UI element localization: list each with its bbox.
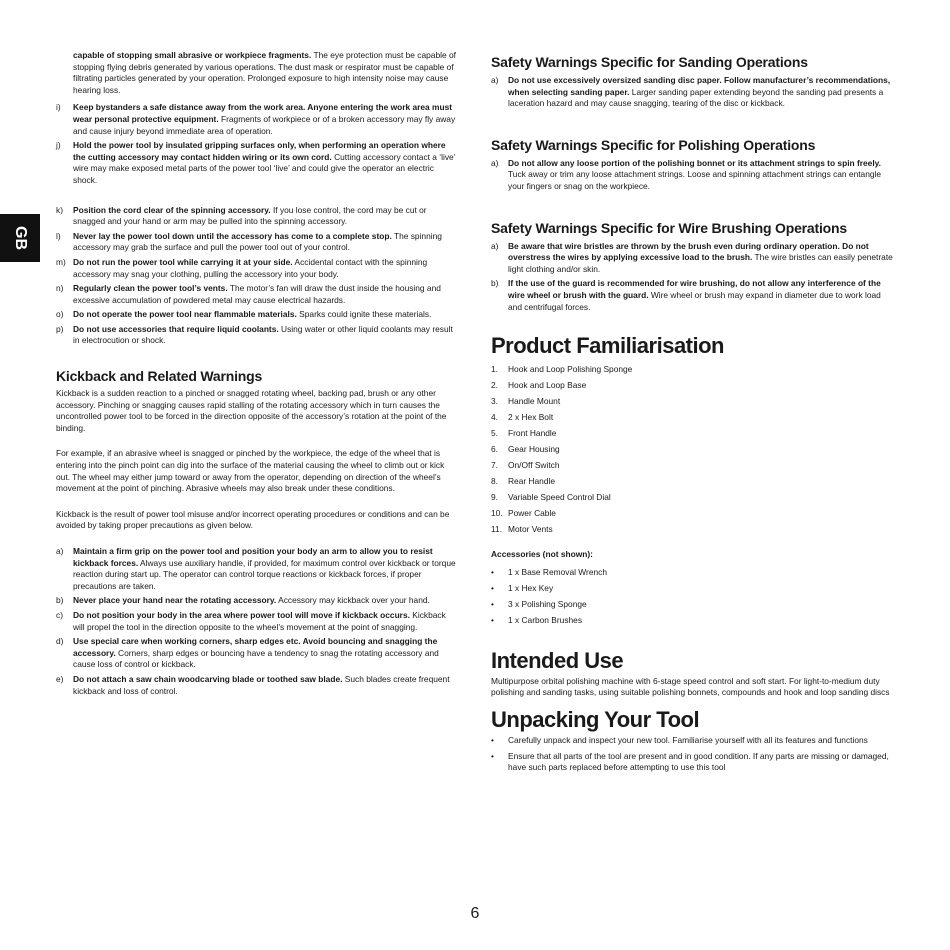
list-item [56,231,456,254]
intro-bold: capable of stopping small abrasive or workpiece fragments. [73,50,312,60]
list-item [491,241,896,276]
item-label: a) [491,75,499,85]
item-text: Kickback will propel the tool in the direction opposite to the wheel’s movement at the point of snagging. [73,609,446,632]
item-label: n) [56,283,64,294]
list-item [491,75,896,110]
list-item [491,158,896,193]
item-bold: Do not position your body in the area where power tool will move if kickback occurs. [73,609,410,620]
warnings-list-b [56,205,456,348]
item-label: m) [56,256,66,267]
item-label: b) [491,278,499,289]
intended-use-heading: Intended Use [491,647,624,673]
unpacking-list [491,735,896,774]
item-text: Accessory may kickback over your hand. [276,595,430,606]
list-item [56,140,456,186]
polishing-heading: Safety Warnings Specific for Polishing Operations [491,136,816,153]
bullet-icon: • [491,734,494,745]
list-item: 2. Hook and Loop Base [491,380,587,391]
bullet-icon: • [491,582,494,593]
item-bold: Do not attach a saw chain woodcarving blade or toothed saw blade. [73,673,343,684]
item-bold: If the use of the guard is recommended for wire brushing, do not allow any interference of the wire wheel or brush with the guard. [508,278,881,300]
list-item [56,636,456,671]
item-text: The spinning accessory may grab the surface and pull the power tool out of your control. [73,230,442,253]
item-bold: Do not run the power tool while carrying it at your side. [73,256,293,267]
right-column [491,50,896,774]
language-tab-label: GB [12,226,29,250]
intro-text: The eye protection must be capable of stopping flying debris generated by various operations. The dust mask or respirator must be capable of filtrating particles generated by your operation. Prolonged exposure to high intensity noise may cause hearing loss. [73,50,456,95]
item-bold: Never place your hand near the rotating accessory. [73,595,277,606]
list-item [56,283,456,306]
kickback-list [56,546,456,697]
accessories-list [491,564,896,628]
item-label: b) [56,595,64,606]
list-item: • Carefully unpack and inspect your new tool. Familiarise yourself with all its features and functions [491,734,868,745]
item-bold: Position the cord clear of the spinning accessory. [73,204,271,215]
wire-brushing-heading: Safety Warnings Specific for Wire Brushing Operations [491,219,847,236]
list-item: 1. Hook and Loop Polishing Sponge [491,364,633,375]
list-item: 3. Handle Mount [491,396,561,407]
item-text: Wire wheel or brush may expand in diameter due to work load and centrifugal forces. [508,289,881,312]
item-label: k) [56,204,63,215]
kickback-paragraph: Kickback is the result of power tool misuse and/or incorrect operating procedures or conditions and can be avoided by taking proper precautions as given below. [56,508,450,531]
item-label: a) [491,157,499,168]
item-label: e) [56,673,64,684]
item-bold: Never lay the power tool down until the accessory has come to a complete stop. [73,230,392,241]
list-item [56,205,456,228]
item-text: Larger sanding paper extending beyond the sanding pad presents a laceration hazard and may cause snagging, tearing of the disc or kickback. [508,86,884,109]
item-bold: Keep bystanders a safe distance away from the work area. Anyone entering the work area must wear personal protective equipment. [73,102,453,124]
bullet-icon: • [491,566,494,577]
list-item: 7. On/Off Switch [491,460,560,471]
item-label: c) [56,609,63,620]
item-bold: Do not operate the power tool near flammable materials. [73,309,297,320]
item-bold: Do not use excessively oversized sanding disc paper. Follow manufacturer’s recommendations, when selecting sanding paper. [508,75,891,97]
item-text: Tuck away or trim any loose attachment strings. Loose and spinning attachment strings can entangle your fingers or snag on the workpiece. [508,169,882,191]
kickback-heading: Kickback and Related Warnings [56,368,263,385]
list-item: 11. Motor Vents [491,524,553,535]
list-item [56,324,456,347]
list-item: • Ensure that all parts of the tool are present and in good condition. If any parts are missing or damaged, have such parts replaced before attempting to use this tool [491,750,889,773]
item-bold: Maintain a firm grip on the power tool and position your body an arm to allow you to resist kickback forces. [73,546,433,568]
list-item: • 1 x Base Removal Wrench [491,564,896,580]
list-item: 10. Power Cable [491,508,556,519]
item-label: d) [56,636,64,647]
warnings-list-a [56,102,456,186]
item-bold: Regularly clean the power tool’s vents. [73,283,228,294]
list-item: • 3 x Polishing Sponge [491,596,896,612]
list-item [56,674,456,697]
item-text: Accidental contact with the spinning accessory may snag your clothing, pulling the accessory into your body. [73,256,428,279]
item-bold: Use special care when working corners, sharp edges etc. Avoid bouncing and snagging the accessory. [73,636,438,658]
item-bold: Be aware that wire bristles are thrown by the brush even during ordinary operation. Do not overstress the wires by applying excessive load to the brush. [508,240,869,263]
list-item: 4. 2 x Hex Bolt [491,412,554,423]
list-item: • 1 x Hex Key [491,580,896,596]
item-label: i) [56,102,61,113]
item-label: j) [56,140,61,151]
product-familiarisation-heading: Product Familiarisation [491,333,724,359]
item-bold: Do not use accessories that require liquid coolants. [73,323,279,334]
list-item [56,595,456,607]
left-column [56,50,456,700]
item-label: a) [491,240,499,251]
kickback-paragraph: For example, if an abrasive wheel is snagged or pinched by the workpiece, the edge of the wheel that is entering into the pinch point can dig into the surface of the material causing the wheel to climb out or kick out. The wheel may either jump toward or away from the operator, depending on direction of the wheel’s movement at the point of pinching. Abrasive wheels may also break under these conditions. [56,448,445,494]
accessories-heading: Accessories (not shown): [491,549,593,560]
bullet-icon: • [491,750,494,761]
item-text: The wire bristles can easily penetrate light clothing and/or skin. [508,252,893,274]
list-item [56,102,456,137]
list-item [56,257,456,280]
unpacking-heading: Unpacking Your Tool [491,706,700,732]
item-label: o) [56,309,64,320]
list-item [56,309,456,321]
item-text: Sparks could ignite these materials. [296,309,432,320]
item-text: Such blades create frequent kickback and loss of control. [73,673,450,696]
item-label: l) [56,230,61,241]
list-item [491,278,896,313]
intended-use-text: Multipurpose orbital polishing machine with 6-stage speed control and soft start. For light-to-medium duty polishing and sanding tasks, using suitable polishing bonnets, compounds and hook and loop sanding discs [491,675,890,698]
item-label: p) [56,323,64,334]
item-text: Fragments of workpiece or of a broken accessory may fly away and cause injury beyond immediate area of operation. [73,113,456,136]
list-item: • 1 x Carbon Brushes [491,612,896,628]
bullet-icon: • [491,614,494,625]
item-bold: Do not allow any loose portion of the polishing bonnet or its attachment strings to spin freely. [508,157,882,168]
item-bold: Hold the power tool by insulated gripping surfaces only, when performing an operation where the cutting accessory may contact hidden wiring or its own cord. [73,140,446,162]
list-item: 6. Gear Housing [491,444,560,455]
sanding-heading: Safety Warnings Specific for Sanding Operations [491,54,808,70]
item-text: If you lose control, the cord may be cut or snagged and your hand or arm may be pulled into the spinning accessory. [73,204,427,227]
list-item: 9. Variable Speed Control Dial [491,492,611,503]
list-item [56,546,456,592]
language-tab [0,214,40,262]
item-text: Cutting accessory contact a ‘live’ wire may make exposed metal parts of the power tool ‘live’ and could give the operator an electric shock. [73,151,456,185]
bullet-icon: • [491,598,494,609]
intro-paragraph [56,50,456,96]
list-item [56,610,456,633]
item-text: The motor’s fan will draw the dust inside the housing and excessive accumulation of powdered metal may cause electrical hazards. [73,283,441,305]
item-text: Corners, sharp edges or bouncing have a tendency to snag the rotating accessory and cause loss of control or kickback. [73,647,439,670]
list-item: 8. Rear Handle [491,476,556,487]
page-number: 6 [470,905,480,922]
item-label: a) [56,546,64,556]
product-parts-list [491,361,896,537]
item-text: Using water or other liquid coolants may result in electrocution or shock. [73,323,453,346]
kickback-paragraph: Kickback is a sudden reaction to a pinched or snagged rotating wheel, backing pad, brush or any other accessory. Pinching or snagging causes rapid stalling of the rotating accessory which in turn causes the uncontrolled power tool to be forced in the direction opposite of the accessory’s rotation at the point of the binding. [56,388,447,433]
list-item: 5. Front Handle [491,428,557,439]
item-text: Always use auxiliary handle, if provided, for maximum control over kickback or torque reaction during start up. The operator can control torque reactions or kickback forces, if proper precautions are taken. [73,557,456,591]
